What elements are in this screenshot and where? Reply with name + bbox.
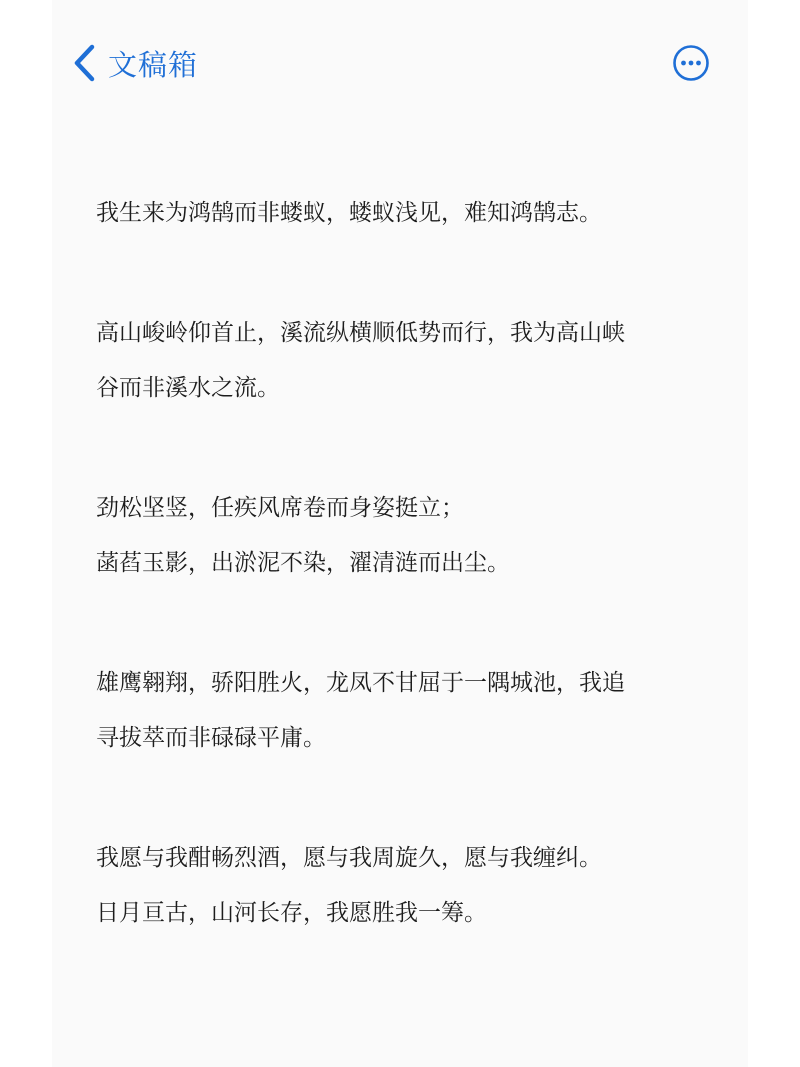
paragraph (96, 186, 716, 241)
paragraph (96, 831, 716, 941)
paragraph (96, 306, 716, 416)
navigation-bar (52, 0, 748, 120)
text-line: 我生来为鸿鹄而非蝼蚁，蝼蚁浅见，难知鸿鹄志。 (96, 200, 602, 226)
text-line: 寻拔萃而非碌碌平庸。 (96, 725, 326, 751)
back-button[interactable] (72, 38, 198, 88)
chevron-left-icon (72, 43, 98, 83)
paragraph (96, 656, 716, 766)
text-line: 谷而非溪水之流。 (96, 375, 280, 401)
back-button-label: 文稿箱 (108, 47, 199, 82)
text-line: 雄鹰翱翔，骄阳胜火，龙凤不甘屈于一隅城池，我追 (96, 670, 625, 696)
document-body[interactable] (96, 186, 716, 1006)
text-line: 高山峻岭仰首止，溪流纵横顺低势而行，我为高山峡 (96, 320, 625, 346)
right-margin (748, 0, 800, 1067)
text-line: 菡萏玉影，出淤泥不染，濯清涟而出尘。 (96, 550, 510, 576)
paragraph (96, 481, 716, 591)
more-icon[interactable] (672, 44, 710, 82)
text-line: 日月亘古，山河长存，我愿胜我一筹。 (96, 900, 487, 926)
left-margin (0, 0, 52, 1067)
text-line: 劲松坚竖，任疾风席卷而身姿挺立； (96, 495, 464, 521)
text-line: 我愿与我酣畅烈酒，愿与我周旋久，愿与我缠纠。 (96, 845, 602, 871)
